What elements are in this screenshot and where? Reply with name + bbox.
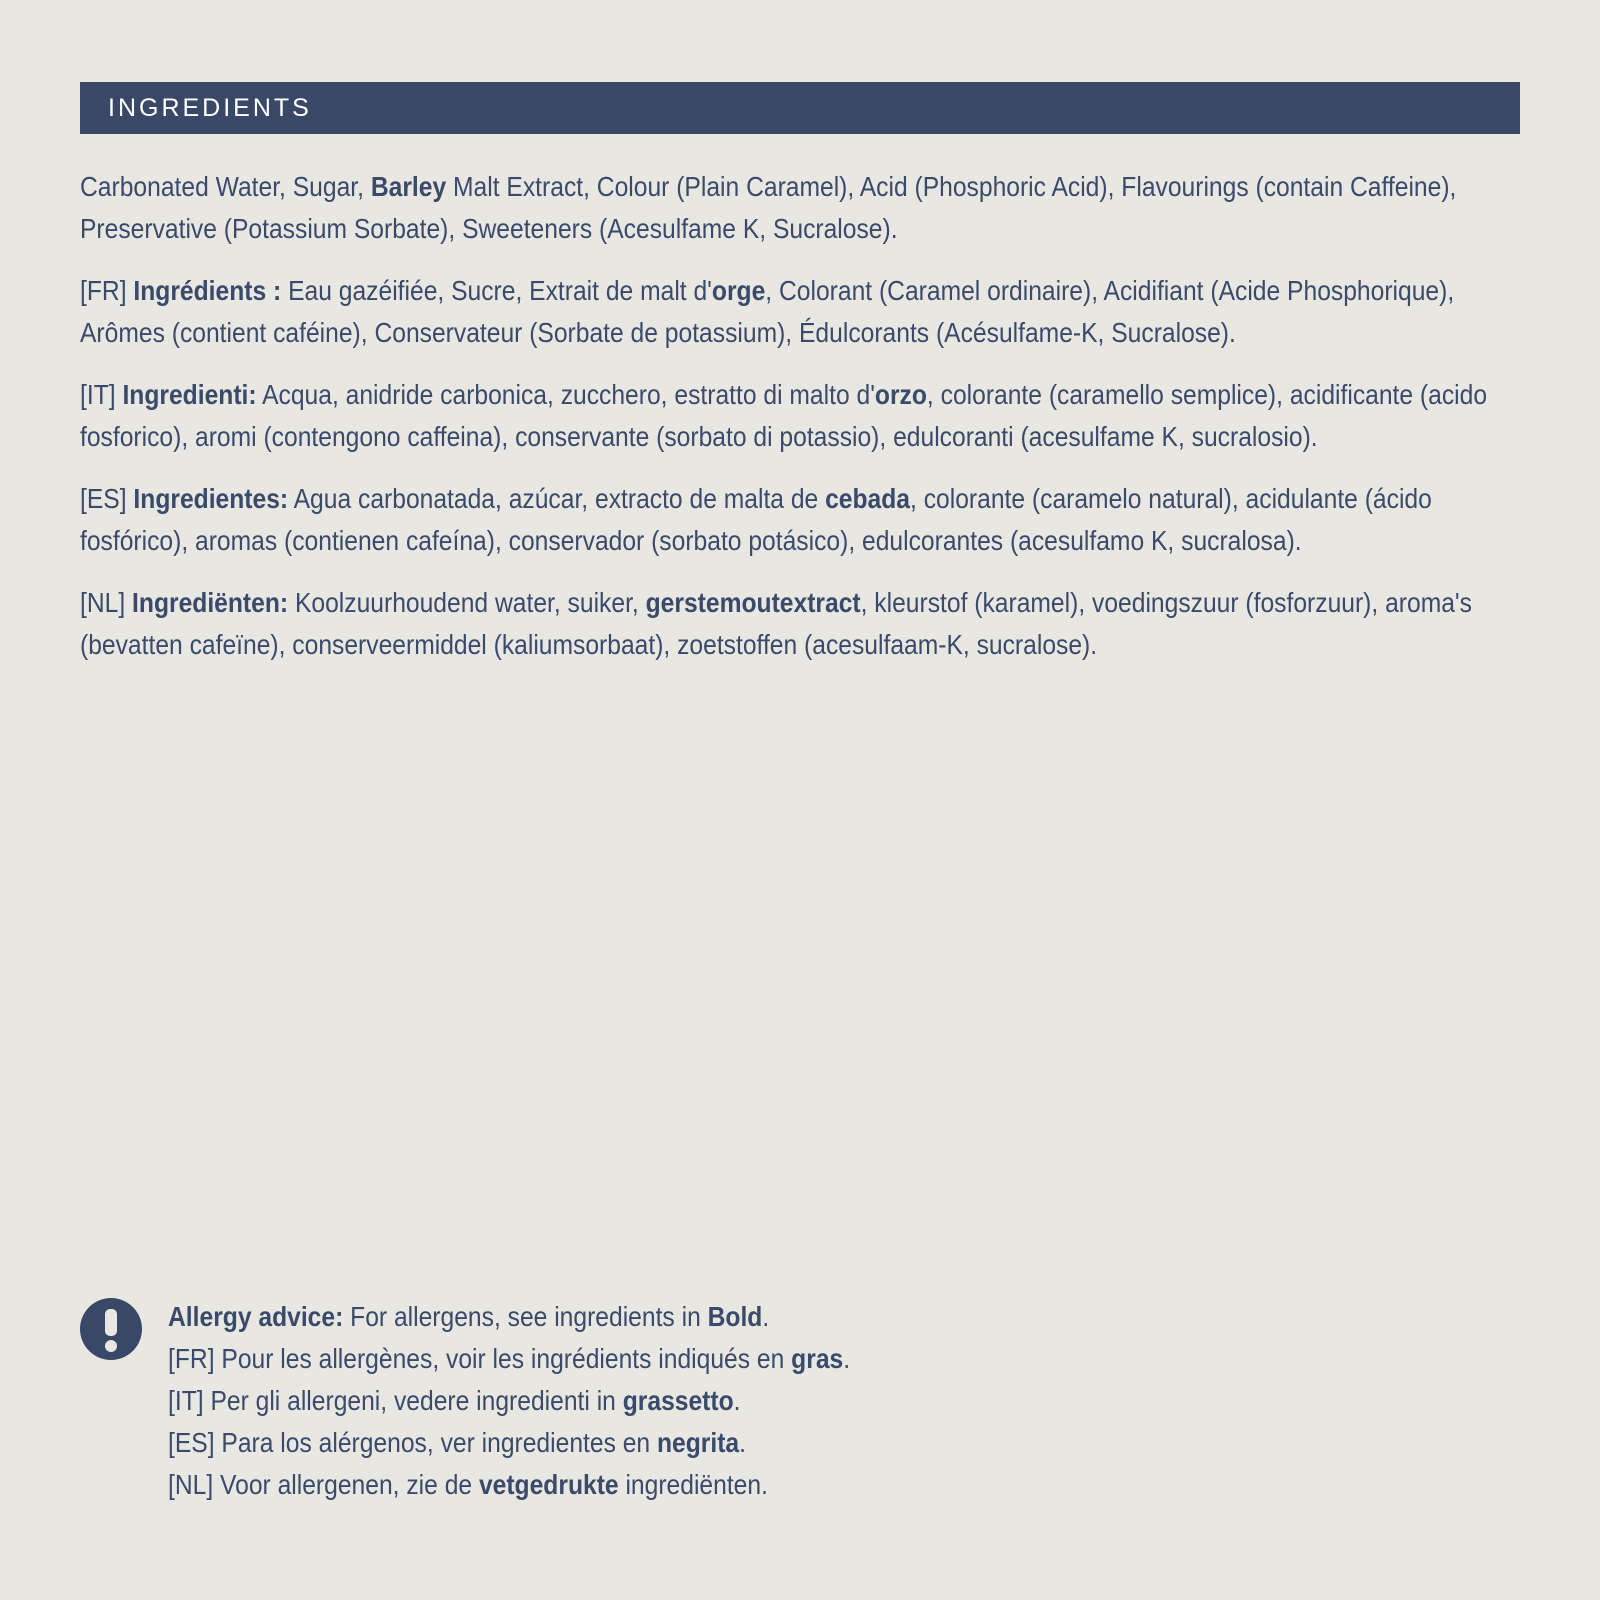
- ingredients-label: Ingredienti:: [122, 379, 257, 410]
- allergy-line-nl: [NL] Voor allergenen, zie de vetgedrukte ingrediënten.: [168, 1469, 768, 1500]
- ingredients-en: Carbonated Water, Sugar, Barley Malt Extract, Colour (Plain Caramel), Acid (Phosphoric Acid), Flavourings (contain Caffeine), Preservative (Potassium Sorbate), Sweeteners (Acesulfame K, Sucralose).: [80, 171, 1457, 244]
- ingredients-nl: [NL] Ingrediënten: Koolzuurhoudend water, suiker, gerstemoutextract, kleurstof (karamel), voedingszuur (fosforzuur), aroma's (bevatten cafeïne), conserveermiddel (kaliumsorbaat), zoetstoffen (acesulfaam-K, sucralose).: [80, 587, 1472, 660]
- ingredients-es: [ES] Ingredientes: Agua carbonatada, azúcar, extracto de malta de cebada, colorante (caramelo natural), acidulante (ácido fosfórico), aromas (contienen cafeína), conservador (sorbato potásico), edulcorantes (acesulfamo K, sucralosa).: [80, 483, 1432, 556]
- allergy-line-it: [IT] Per gli allergeni, vedere ingredienti in grassetto.: [168, 1385, 741, 1416]
- ingredients-list: [80, 166, 1520, 686]
- ingredients-label: Ingrédients :: [133, 275, 282, 306]
- allergen-bold: Barley: [370, 171, 447, 202]
- allergen-bold: cebada: [825, 483, 911, 514]
- allergy-lines: [168, 1296, 1468, 1506]
- ingredients-it: [IT] Ingredienti: Acqua, anidride carbonica, zucchero, estratto di malto d'orzo, colorante (caramello semplice), acidificante (acido fosforico), aromi (contengono caffeina), conservante (sorbato di potassio), edulcoranti (acesulfame K, sucralosio).: [80, 379, 1488, 452]
- ingredients-header: [80, 82, 1520, 134]
- lang-tag: [FR]: [80, 275, 134, 306]
- ingredients-fr: [FR] Ingrédients : Eau gazéifiée, Sucre, Extrait de malt d'orge, Colorant (Caramel ordinaire), Acidifiant (Acide Phosphorique), Arômes (contient caféine), Conservateur (Sorbate de potassium), Édulcorants (Acésulfame-K, Sucralose).: [80, 275, 1455, 348]
- lang-tag: [ES]: [80, 483, 134, 514]
- lang-tag: [IT]: [80, 379, 123, 410]
- lang-tag: [NL]: [80, 587, 133, 618]
- allergen-bold: gerstemoutextract: [645, 587, 861, 618]
- ingredients-label: Ingredientes:: [133, 483, 289, 514]
- allergen-bold: orge: [711, 275, 766, 306]
- allergen-bold: orzo: [874, 379, 927, 410]
- allergy-line-es: [ES] Para los alérgenos, ver ingredientes en negrita.: [168, 1427, 746, 1458]
- allergy-line-en: Allergy advice: For allergens, see ingredients in Bold.: [168, 1301, 770, 1332]
- header-title: INGREDIENTS: [108, 93, 312, 122]
- exclamation-icon: [80, 1298, 142, 1360]
- ingredients-label: Ingrediënten:: [132, 587, 289, 618]
- allergy-line-fr: [FR] Pour les allergènes, voir les ingrédients indiqués en gras.: [168, 1343, 851, 1374]
